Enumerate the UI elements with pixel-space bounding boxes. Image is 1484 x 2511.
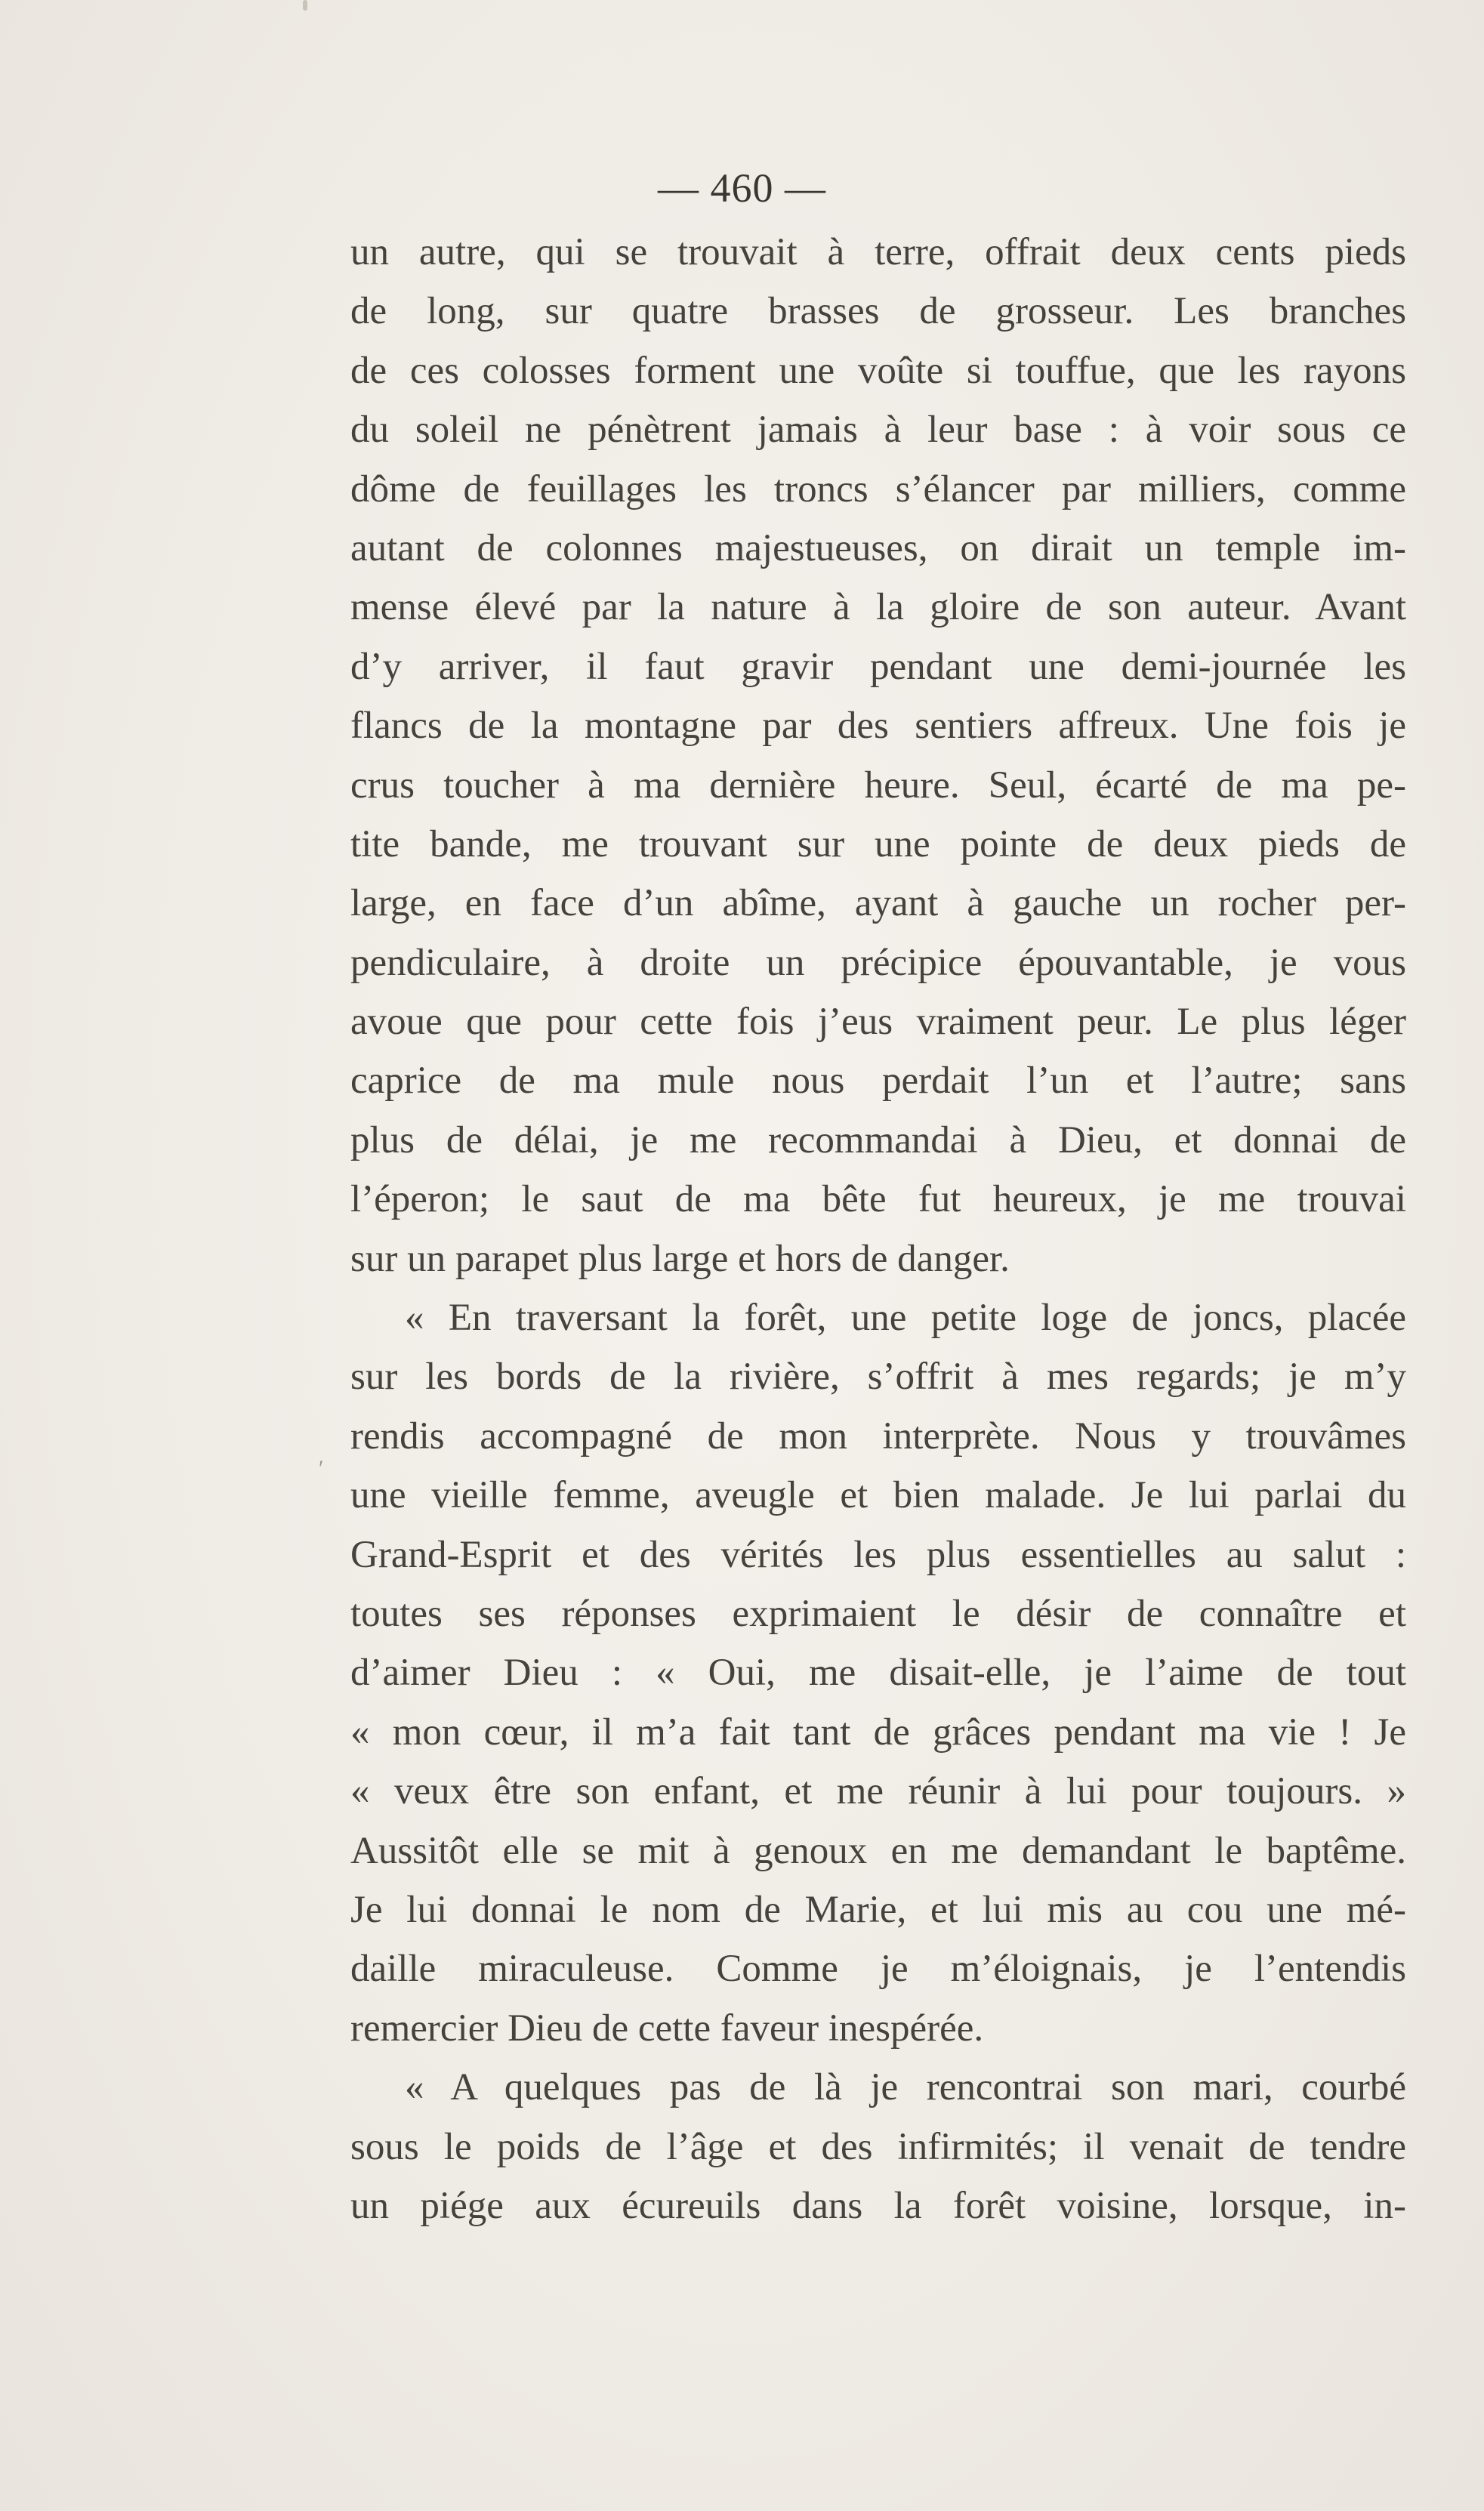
margin-mark: ʹ bbox=[319, 1456, 324, 1481]
text-line: autant de colonnes majestueuses, on dirait un temple im- bbox=[350, 526, 1406, 569]
text-line: rendis accompagné de mon interprète. Nous y trouvâmes bbox=[350, 1414, 1406, 1458]
text-line: flancs de la montagne par des sentiers affreux. Une fois je bbox=[350, 705, 1406, 748]
text-line: sous le poids de l’âge et des infirmités; il venait de tendre bbox=[350, 2125, 1406, 2168]
body-text bbox=[350, 223, 1406, 2235]
text-line: sur les bords de la rivière, s’offrit à mes regards; je m’y bbox=[350, 1356, 1406, 1399]
text-line: toutes ses réponses exprimaient le désir de connaître et bbox=[350, 1592, 1406, 1635]
text-line: dôme de feuillages les troncs s’élancer par milliers, comme bbox=[350, 467, 1406, 511]
text-line: l’éperon; le saut de ma bête fut heureux, je me trouvai bbox=[350, 1178, 1406, 1221]
text-line: Je lui donnai le nom de Marie, et lui mis au cou une mé- bbox=[350, 1888, 1406, 1931]
text-line: caprice de ma mule nous perdait l’un et l’autre; sans bbox=[350, 1060, 1406, 1103]
text-line: plus de délai, je me recommandai à Dieu, et donnai de bbox=[350, 1118, 1406, 1161]
text-line: Aussitôt elle se mit à genoux en me demandant le baptême. bbox=[350, 1829, 1406, 1872]
text-line: pendiculaire, à droite un précipice épouvantable, je vous bbox=[350, 941, 1406, 984]
text-line: d’y arriver, il faut gravir pendant une demi-journée les bbox=[350, 645, 1406, 688]
text-line: « veux être son enfant, et me réunir à lui pour toujours. » bbox=[350, 1770, 1406, 1813]
text-line: de ces colosses forment une voûte si touffue, que les rayons bbox=[350, 349, 1406, 392]
text-line: « mon cœur, il m’a fait tant de grâces pendant ma vie ! Je bbox=[350, 1711, 1406, 1754]
text-line: une vieille femme, aveugle et bien malade. Je lui parlai du bbox=[350, 1474, 1406, 1517]
text-line: daille miraculeuse. Comme je m’éloignais, je l’entendis bbox=[350, 1948, 1406, 1991]
text-line: Grand-Esprit et des vérités les plus essentielles au salut : bbox=[350, 1533, 1406, 1576]
paper-speck bbox=[303, 0, 307, 11]
text-line: crus toucher à ma dernière heure. Seul, écarté de ma pe- bbox=[350, 763, 1406, 807]
text-line: tite bande, me trouvant sur une pointe de deux pieds de bbox=[350, 822, 1406, 865]
text-line: mense élevé par la nature à la gloire de son auteur. Avant bbox=[350, 586, 1406, 629]
text-line: avoue que pour cette fois j’eus vraiment peur. Le plus léger bbox=[350, 1001, 1406, 1044]
text-line: remercier Dieu de cette faveur inespérée. bbox=[350, 2007, 984, 2050]
text-line: du soleil ne pénètrent jamais à leur base : à voir sous ce bbox=[350, 409, 1406, 452]
text-line: « A quelques pas de là je rencontrai son mari, courbé bbox=[405, 2066, 1406, 2109]
text-line: « En traversant la forêt, une petite loge de joncs, placée bbox=[405, 1297, 1406, 1340]
text-line: un autre, qui se trouvait à terre, offrait deux cents pieds bbox=[350, 231, 1406, 273]
text-line: un piége aux écureuils dans la forêt voisine, lorsque, in- bbox=[350, 2184, 1406, 2227]
text-line: large, en face d’un abîme, ayant à gauche un rocher per- bbox=[350, 882, 1406, 925]
page-number: — 460 — bbox=[658, 165, 826, 211]
text-line: d’aimer Dieu : « Oui, me disait-elle, je l’aime de tout bbox=[350, 1652, 1406, 1695]
text-line: sur un parapet plus large et hors de danger. bbox=[350, 1237, 1010, 1280]
text-line: de long, sur quatre brasses de grosseur. Les branches bbox=[350, 290, 1406, 333]
